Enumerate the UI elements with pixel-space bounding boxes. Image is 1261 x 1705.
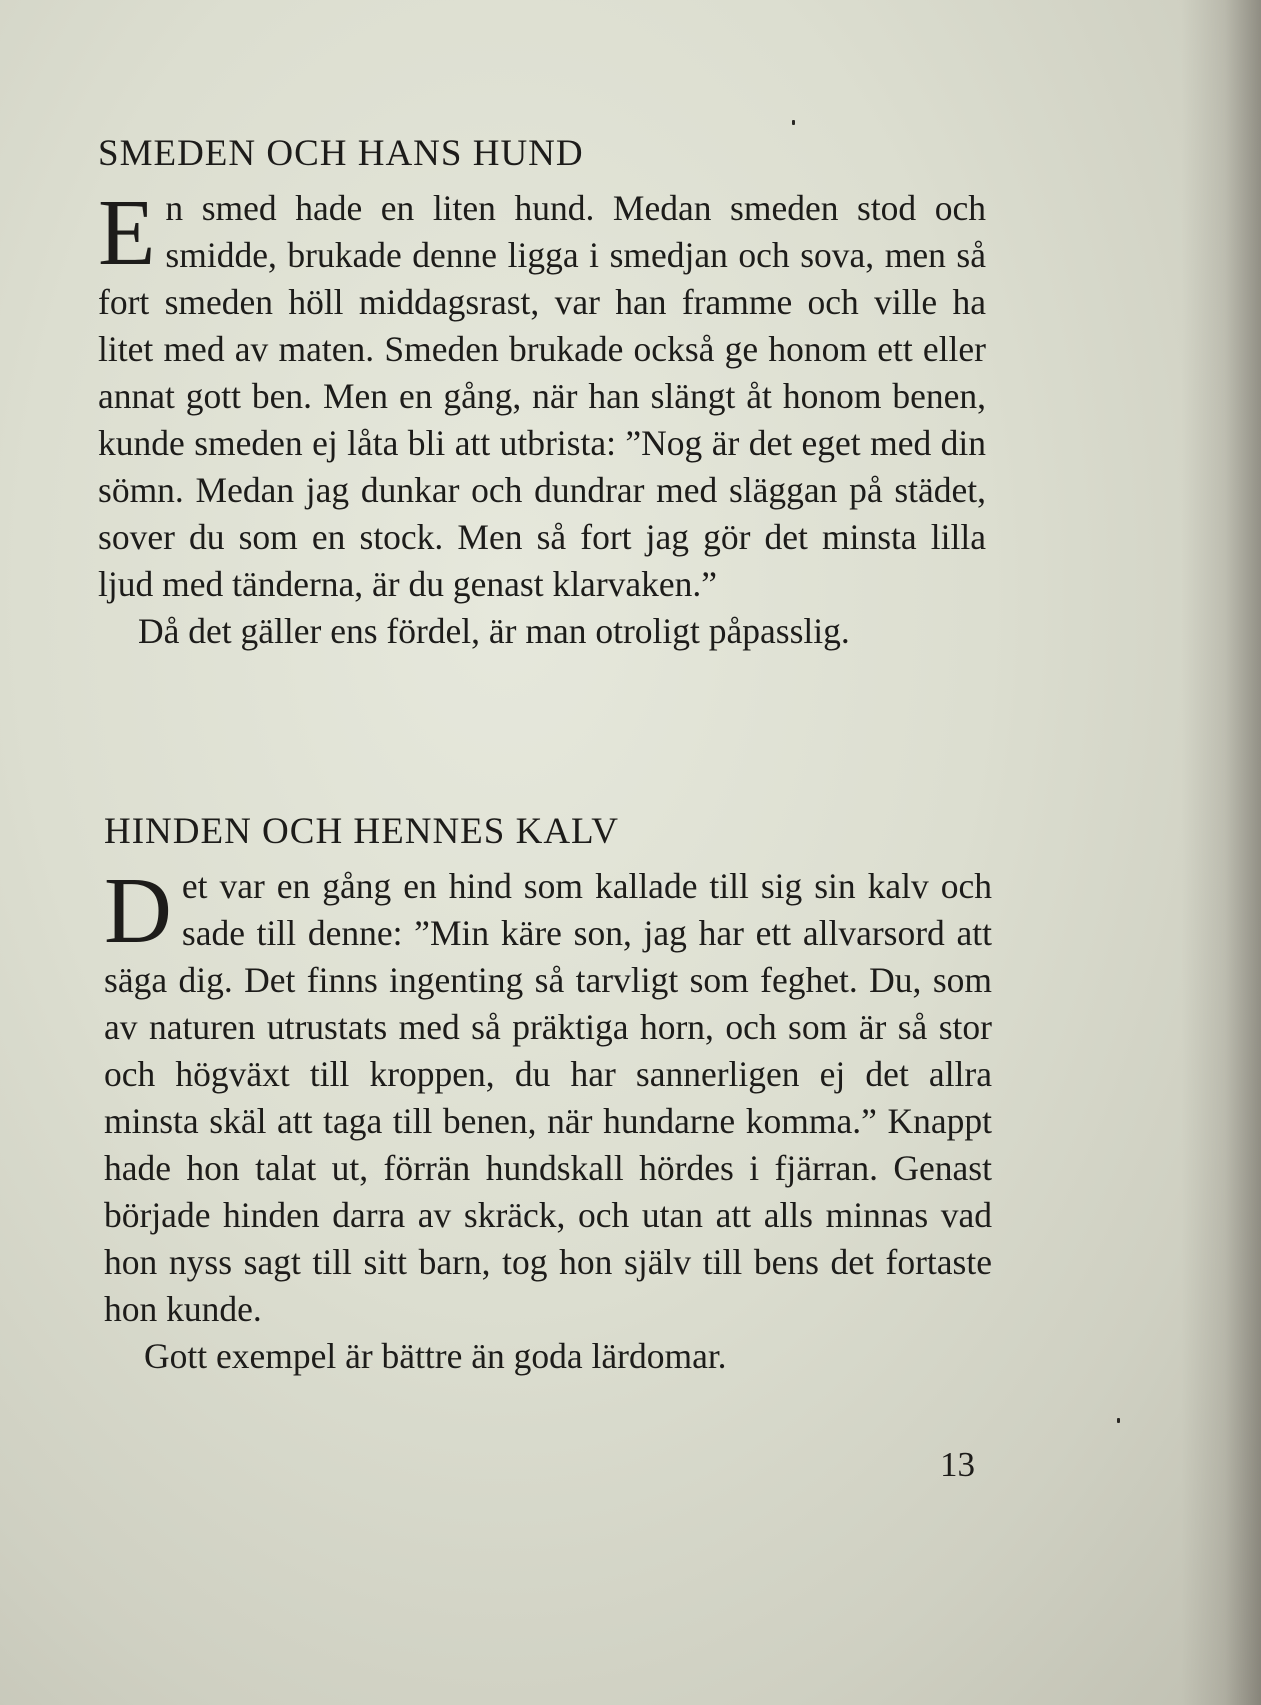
print-speck (1117, 1418, 1120, 1423)
fable-title: SMEDEN OCH HANS HUND (98, 133, 584, 174)
fable-moral: Gott exempel är bättre än goda lärdomar. (144, 1336, 727, 1376)
page-number: 13 (940, 1445, 975, 1484)
drop-cap-initial: E (98, 181, 156, 285)
fable-body (104, 859, 992, 1333)
fable-body-text: n smed hade en liten hund. Medan smeden stod och smidde, brukade denne ligga i smedjan och sova, men så fort smeden höll middagsrast, var han framme och ville ha litet med av maten. Smeden brukade också ge honom ett eller annat gott ben. Men en gång, när han slängt åt honom benen, kunde smeden ej låta bli att utbrista: ”Nog är det eget med din sömn. Medan jag dunkar och dundrar med släggan på städet, sover du som en stock. Men så fort jag gör det minsta lilla ljud med tänderna, är du genast klarvaken.” (98, 188, 986, 604)
print-speck (792, 120, 795, 125)
fable-smeden-och-hans-hund (98, 132, 986, 655)
fable-body (98, 181, 986, 608)
fable-hinden-och-hennes-kalv (104, 810, 992, 1380)
fable-title: HINDEN OCH HENNES KALV (104, 811, 619, 852)
drop-cap-initial: D (104, 859, 172, 963)
fable-body-text: et var en gång en hind som kallade till sig sin kalv och sade till denne: ”Min käre son, jag har ett allvarsord att säga dig. Det finns ingenting så tarvligt som feghet. Du, som av naturen utrustats med så präktiga horn, och som är så stor och högväxt till kroppen, du har sannerligen ej det allra minsta skäl att taga till benen, när hundarne komma.” Knappt hade hon talat ut, förrän hundskall hördes i fjärran. Genast började hinden darra av skräck, och utan att alls minnas vad hon nyss sagt till sitt barn, tog hon själv till bens det fortaste hon kunde. (104, 866, 992, 1329)
fable-moral: Då det gäller ens fördel, är man otroligt påpasslig. (138, 611, 850, 651)
